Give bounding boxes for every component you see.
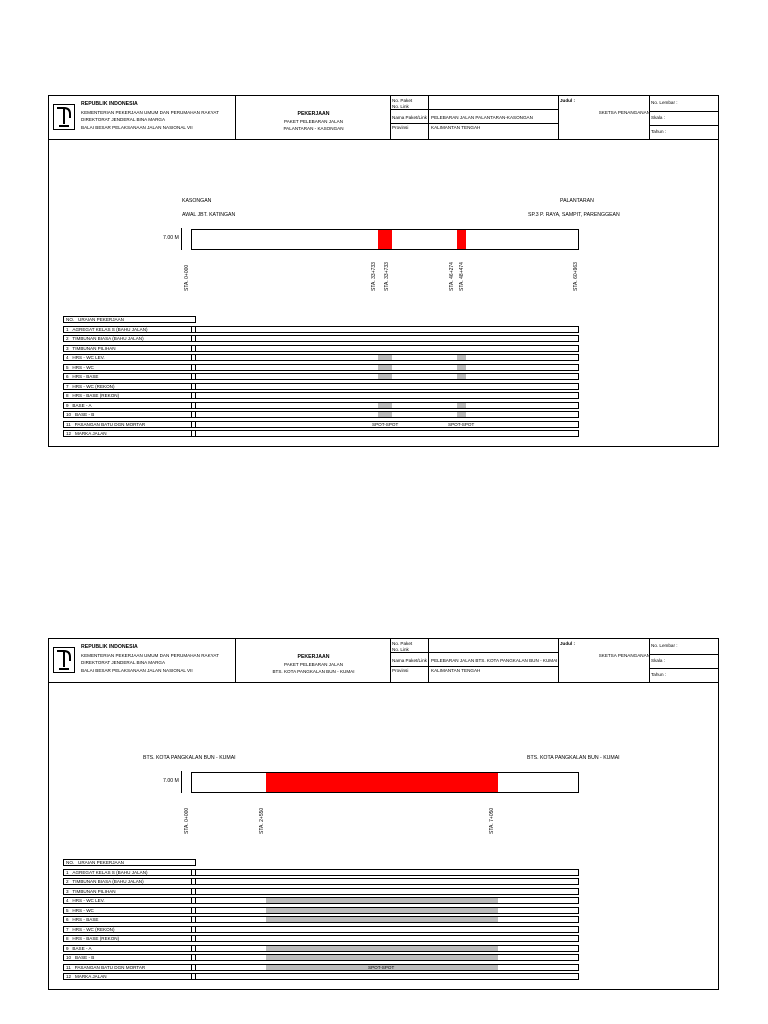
provinsi-value: KALIMANTAN TENGAH: [431, 125, 481, 130]
org-cell: [49, 96, 236, 139]
sta-label: STA. 48+474: [459, 262, 465, 291]
sta-label: STA. 2+550: [259, 807, 265, 834]
org-line-2: KEMENTERIAN PEKERJAAN UMUM DAN PERUMAHAN RAKYAT: [81, 110, 219, 115]
width-arrow-icon: [181, 228, 182, 250]
nama-label: Nama Paket/Link: [392, 658, 427, 663]
ministry-logo-icon: [53, 104, 75, 130]
judul-label: Judul :: [560, 641, 576, 646]
provinsi-label: Provinsi: [392, 125, 409, 130]
org-line-2: KEMENTERIAN PEKERJAAN UMUM DAN PERUMAHAN RAKYAT: [81, 653, 219, 658]
sta-label: STA. 0+000: [184, 264, 190, 291]
nama-value: PELEBARAN JALAN PALANTARAN-KASONGAN: [431, 115, 533, 120]
left-end-title: KASONGAN: [182, 198, 212, 204]
judul-value: SKETSA PENANGANAN: [598, 653, 650, 658]
title-block: [49, 96, 718, 140]
road-strip: [191, 772, 579, 793]
skala-label: Skala :: [651, 658, 666, 663]
org-line-3: DIREKTORAT JENDERAL BINA MARGA: [81, 660, 166, 665]
sta-label: STA. 33+733: [371, 262, 377, 291]
treatment-segment: [266, 773, 498, 792]
tahun-label: Tahun :: [651, 129, 667, 134]
provinsi-label: Provinsi: [392, 668, 409, 673]
left-end-title: BTS. KOTA PANGKALAN BUN - KUMAI: [143, 755, 236, 761]
field-label-cell: [391, 96, 429, 139]
pekerjaan-cell: [236, 639, 391, 682]
pekerjaan-label: PEKERJAAN: [297, 654, 330, 660]
right-end-title: BTS. KOTA PANGKALAN BUN - KUMAI: [527, 755, 620, 761]
sheet-2: REPUBLIK INDONESIA KEMENTERIAN PEKERJAAN UMUM DAN PERUMAHAN RAKYAT DIREKTORAT JENDERAL BINA MARGA BALAI BESAR PELAKSANAAN JALAN NASIONAL VII PEKERJAAN PAKET PELEBARAN JALAN BTS. KOTA PANGKALAN BUN - KUMAI No. Paket No. Link Nama Paket/Link Provinsi PELEBARAN JALAN BTS. KOTA PANGKALAN BUN - KUMAI KALIMANTAN TENGAH Judul : SKETSA PENANGANAN No. Lembar : Skala : Tahun : BTS. KOTA PANGKALAN BUN - KUMAI BTS. KOTA PANGKALAN BUN - KUMAI 7.00 M STA. 0+000 STA. 2+550 STA. 7+050 NO. URAIAN PEKERJAAN 1 AGREGAT KELAS S (BAHU JALAN) 2 TIMBUNAN BIASA (BAHU JALAN) 3 TIMBUNAN PILIHAN 4 HRS - WC LEV. 5 HRS - WC 6 HRS - BASE 7 HRS - WC (REKON) 8 HRS - BASE (REKON) 9 BASE - A 10 BASE - B 11 PASANGAN BATU DGN MORTAR SPOT-SPOT 12 MARKA JALAN: [48, 638, 719, 990]
sta-label: STA. 33+733: [384, 262, 390, 291]
paket-name: PAKET PELEBARAN JALAN: [283, 119, 344, 124]
spot-label: SPOT-SPOT: [372, 422, 399, 427]
lembar-label: No. Lembar :: [651, 100, 678, 105]
pekerjaan-cell: [236, 96, 391, 139]
field-value-cell: [429, 96, 559, 139]
pekerjaan-label: PEKERJAAN: [297, 111, 330, 117]
provinsi-value: KALIMANTAN TENGAH: [431, 668, 481, 673]
judul-value: SKETSA PENANGANAN: [598, 110, 650, 115]
field-label-cell: [391, 639, 429, 682]
sheet-1: REPUBLIK INDONESIA KEMENTERIAN PEKERJAAN UMUM DAN PERUMAHAN RAKYAT DIREKTORAT JENDERAL BINA MARGA BALAI BESAR PELAKSANAAN JALAN NASIONAL VII PEKERJAAN PAKET PELEBARAN JALAN PALANTARAN - KASONGAN No. Paket No. Link Nama Paket/Link Provinsi PELEBARAN JALAN PALANTARAN-KASONGAN KALIMANTAN TENGAH Judul : SKETSA PENANGANAN No. Lembar : Skala : Tahun : KASONGAN AWAL JBT. KATINGAN PALANTARAN SP.3 P. RAYA, SAMPIT, PARENGGEAN 7.00 M STA. 0+000 STA. 33+733 STA. 33+733 STA. 46+274 STA. 48+474 STA. 60+963 NO. URAIAN PEKERJAAN 1 AGREGAT KELAS S (BAHU JALAN) 2 TIMBUNAN BIASA (BAHU JALAN) 3 TIMBUNAN PILIHAN 4 HRS - WC LEV. 5 HRS - WC 6 HRS - BASE 7 HRS - WC (REKON) 8 HRS - BASE (REKON) 9 BASE - A 10 BASE - B 11 PASANGAN BATU DGN MORTAR SPOT-SPOT SPOT-SPOT 12 MARKA JALAN: [48, 95, 719, 447]
org-line-4: BALAI BESAR PELAKSANAAN JALAN NASIONAL VII: [81, 668, 193, 673]
left-end-sub: AWAL JBT. KATINGAN: [182, 212, 236, 218]
title-block: [49, 639, 718, 683]
tahun-label: Tahun :: [651, 672, 667, 677]
right-end-sub: SP.3 P. RAYA, SAMPIT, PARENGGEAN: [528, 212, 620, 218]
no-paket-label: No. Paket: [392, 641, 413, 646]
no-link-label: No. Link: [392, 647, 409, 652]
field-value-cell: [429, 639, 559, 682]
road-strip: [191, 229, 579, 250]
road-width: 7.00 M: [163, 235, 179, 241]
org-line-3: DIREKTORAT JENDERAL BINA MARGA: [81, 117, 166, 122]
no-link-label: No. Link: [392, 104, 409, 109]
judul-cell: [559, 96, 650, 139]
width-arrow-icon: [181, 771, 182, 793]
sta-label: STA. 60+963: [573, 262, 579, 291]
sheet-info-cell: [650, 639, 718, 682]
nama-value: PELEBARAN JALAN BTS. KOTA PANGKALAN BUN - KUMAI: [431, 658, 558, 663]
road-width: 7.00 M: [163, 778, 179, 784]
ministry-logo-icon: [53, 647, 75, 673]
route-name: PALANTARAN - KASONGAN: [283, 126, 344, 131]
sta-label: STA. 46+274: [449, 262, 455, 291]
org-cell: [49, 639, 236, 682]
route-name: BTS. KOTA PANGKALAN BUN - KUMAI: [272, 669, 355, 674]
judul-cell: [559, 639, 650, 682]
spot-label: SPOT-SPOT: [448, 422, 475, 427]
judul-label: Judul :: [560, 98, 576, 103]
lembar-label: No. Lembar :: [651, 643, 678, 648]
paket-name: PAKET PELEBARAN JALAN: [283, 662, 344, 667]
org-line-1: REPUBLIK INDONESIA: [81, 101, 138, 107]
sta-label: STA. 0+000: [184, 807, 190, 834]
nama-label: Nama Paket/Link: [392, 115, 427, 120]
no-paket-label: No. Paket: [392, 98, 413, 103]
treatment-segment: [457, 230, 466, 249]
treatment-segment: [378, 230, 392, 249]
skala-label: Skala :: [651, 115, 666, 120]
sta-label: STA. 7+050: [489, 807, 495, 834]
org-line-4: BALAI BESAR PELAKSANAAN JALAN NASIONAL VII: [81, 125, 193, 130]
spot-label: SPOT-SPOT: [368, 965, 395, 970]
sheet-info-cell: [650, 96, 718, 139]
org-line-1: REPUBLIK INDONESIA: [81, 644, 138, 650]
right-end-title: PALANTARAN: [560, 198, 594, 204]
